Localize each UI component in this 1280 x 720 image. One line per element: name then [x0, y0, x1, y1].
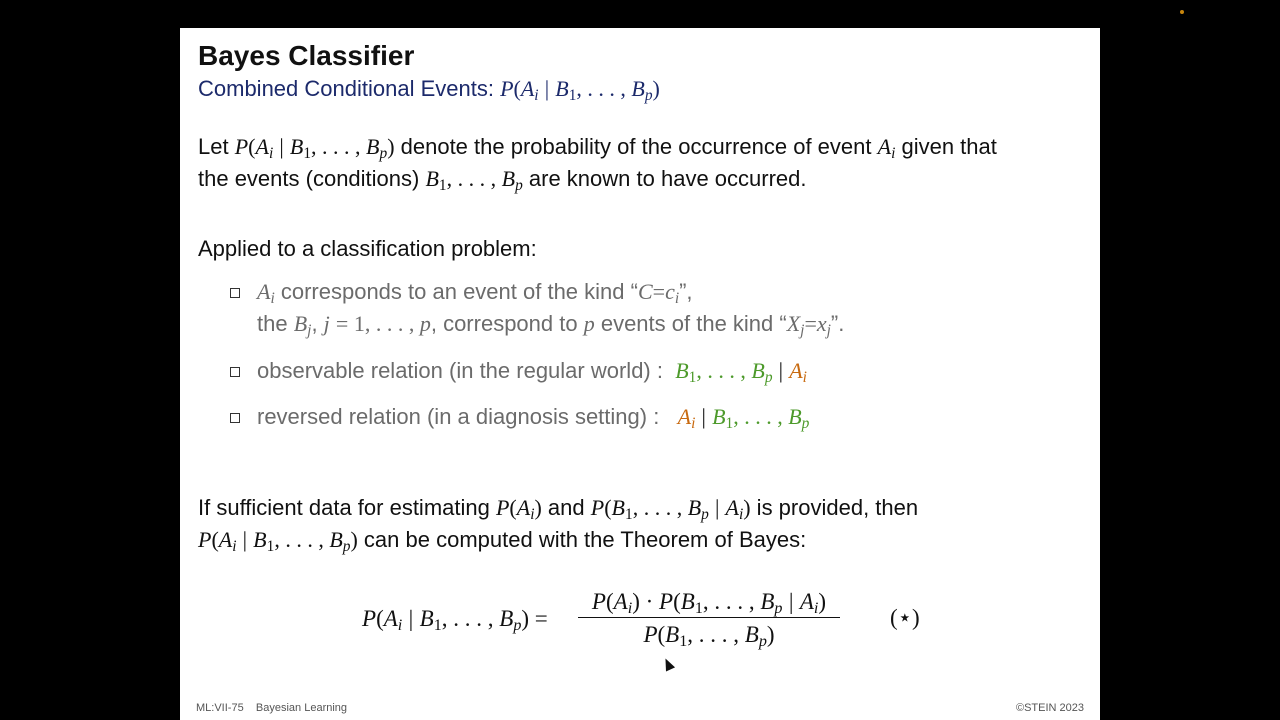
subtitle-formula: P — [500, 76, 514, 101]
intro-line-2: the events (conditions) $B_1$, . . . , $B_p$ are known to have occurred. — [198, 166, 807, 194]
event-a-i: $A_i$ — [789, 358, 807, 386]
event-a-i: $A_i$ — [677, 404, 696, 432]
slide: Bayes Classifier Combined Conditional Events: $P(A_i$ | $B_1$, . . . , $B_p$) Let $P(A_i$ | $B_1$, . . . , $B_p$) denote the probability of the occurrence of event $A_i$ given that the events (conditions) $B_1$, . . . , $B_p$ are known to have occurred. Applied to a classification problem: $A_i$ corresponds to an event of the kind “$C=c_i$”, the $B_j$, j = 1, . . . , p, correspond to p events of the kind “$X_j=x_j$”. observable relation (in the regular world) : $B_1$, . . . , $B_p$ | $A_i$ reversed relation (in a diagnosis setting) : $A_i$ | $B_1$, . . . , $B_p$ If sufficient data for estimating $P(A_i)$ and $P(B_1$, . . . , $B_p$ | $A_i$) is provided, then $P(A_i$ | $B_1$, . . . , $B_p$) can be computed with the Theorem of Bayes: $P(A_i$ | $B_1$, . . . , $B_p$) = $P(A_i) \cdot P(B_1$, . . . , $B_p$ | $A_i$) $P(B_1$, . . . , $B_p$) (⋆) ML:VII-75 Bayesian Learning ©STEIN 2023 — [180, 28, 1100, 720]
footer-copyright: ©STEIN 2023 — [1015, 702, 1084, 714]
slide-title: Bayes Classifier — [198, 40, 415, 71]
condition-line-1: If sufficient data for estimating $P(A_i)$ and $P(B_1$, . . . , $B_p$ | $A_i$) is provided, then — [198, 495, 919, 523]
bayes-theorem-equation — [362, 588, 920, 658]
condition-paragraph — [198, 492, 918, 556]
applied-heading: Applied to a classification problem: — [198, 236, 537, 261]
bullet-3-text: reversed relation (in a diagnosis setting) : — [257, 404, 660, 429]
pointer-dot — [1180, 10, 1184, 14]
intro-line-1: Let $P(A_i$ | $B_1$, . . . , $B_p$) denote the probability of the occurrence of event $A_i$ given that — [198, 134, 997, 162]
checkbox-bullet-icon — [230, 367, 240, 377]
footer-course-label: ML:VII-75 Bayesian Learning — [196, 702, 348, 714]
checkbox-bullet-icon — [230, 288, 240, 298]
fraction-bar — [578, 617, 840, 618]
bullet-1-line-2: the $B_j$, j = 1, . . . , p, correspond to p events of the kind “$X_j=x_j$”. — [257, 311, 845, 339]
equation-lhs: $P(A_i$ | $B_1$, . . . , $B_p$) = — [362, 606, 548, 635]
equation-label: (⋆) — [890, 605, 920, 630]
condition-line-2: $P(A_i$ | $B_1$, . . . , $B_p$) can be computed with the Theorem of Bayes: — [198, 527, 807, 555]
slide-subtitle: Combined Conditional Events: $P(A_i$ | $B_1$, . . . , $B_p$) — [198, 76, 660, 104]
equation-fraction — [578, 588, 840, 651]
checkbox-bullet-icon — [230, 413, 240, 423]
bullet-2-text: observable relation (in the regular world) : — [257, 358, 663, 383]
intro-paragraph — [198, 131, 997, 195]
equation-numerator: $P(A_i) \cdot P(B_1$, . . . , $B_p$ | $A_i$) — [591, 589, 827, 618]
observable-relation-formula: $B_1$, . . . , $B_p$ — [675, 358, 773, 386]
equation-denominator: $P(B_1$, . . . , $B_p$) — [643, 622, 775, 651]
bullet-1-line-1: $A_i$ corresponds to an event of the kind “$C=c_i$”, — [257, 279, 693, 307]
subtitle-text: Combined Conditional Events: — [198, 76, 501, 101]
reversed-relation-formula: $B_1$, . . . , $B_p$ — [712, 404, 810, 432]
